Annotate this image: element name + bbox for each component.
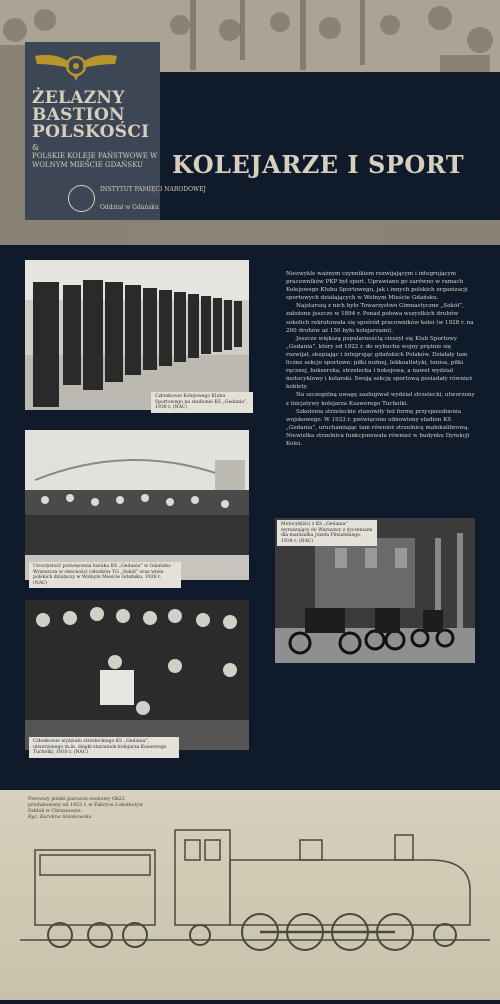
photo-image [25,260,249,410]
photo-club-members [25,260,249,410]
photo-3-caption: Członkowie wydziału strzeleckiego KS „Gedania”, utworzonego m.in. dzięki staraniom kolejarza Ksawerego Tucholki, 1930 r. (NAC) [29,737,179,758]
locomotive-caption-text: Pierwszy polski parowóz osobowy Ok22 produkowany od 1923 r. w Fabryce Lokomotyw Fablok w Chrzanowie. [28,797,144,814]
ampersand: & [32,143,40,152]
institute-name: INSTYTUT PAMIĘCI NARODOWEJ [100,186,206,193]
title-line-1: ŻELAZNY [32,88,125,108]
section-title: KOLEJARZE I SPORT [172,150,465,179]
title-banner [160,72,500,220]
body-text [286,270,476,448]
photo-shooting-section [25,600,249,750]
winged-wheel-icon [33,50,119,82]
photo-image [25,430,249,580]
locomotive-drawing [0,790,500,1000]
paragraph: Szkolenia strzeleckie stanowiły też formę przysposobienia wojskowego. W 1933 r. poświęcono odnowiony stadion KS „Gedania”, uruchamiając tam również strzelnicę małokalibrową. Niewielka strzelnica funkcjonowała również w budynku Dyrekcji Kolei. [286,408,470,447]
branch-name: Oddział w Gdańsku [100,204,159,211]
locomotive-caption [28,797,158,821]
photo-1-caption: Członkowie Kolejowego Klubu Sportowego na stadionie KS „Gedania”, 1938 r. (NAC) [151,392,253,413]
paragraph: Niezwykle ważnym czynnikiem rozwijającym i integrującym pracowników PKP był sport. Uprawiano go zarówno w ramach Kolejowego Klubu Sportowego, jak i innych polskich organizacji sportowych działających w Wolnym Mieście Gdańsku. [286,271,468,302]
photo-image [25,600,249,750]
eagle-seal-icon [68,185,95,212]
main-title [32,90,157,141]
photo-4-caption: Motocykliści z KS „Gedania” wyruszający do Warszawy z życzeniami dla marszałka Józefa Piłsudskiego, 1934 r. (NAC) [277,520,377,546]
photo-2-caption: Uroczystość poświęcenia baraku KS „Gedania” w Gdańsku-Wrzeszczu w obecności członków TG „Sokół” oraz wielu polskich działaczy w Wolnym Mieście Gdańsku, 1926 r. (NAC) [29,562,181,588]
subtitle: POLSKIE KOLEJE PAŃSTWOWE W WOLNYM MIEŚCIE GDAŃSKU [32,152,158,169]
locomotive-illustration [0,790,500,1000]
paragraph: Na szczególną uwagę zasługiwał wydział strzelecki, utworzony z inicjatywy kolejarza Ksawerego Tucholki. [286,392,475,407]
photo-barrack-ceremony [25,430,249,580]
illustration-author: Ryc. Karolina Stankowska [28,815,92,820]
paragraph: Jeszcze większą popularnością cieszył się Klub Sportowy „Gedania”, który od 1922 r. do wybuchu wojny prężnie się rozwijał, skupiając i integrując gdańskich Polaków. Działały tam liczne sekcje sportowe: piłki nożnej, lekkoatletyki, tenisa, piłki ręcznej, bokserska, strzelecka i hokejowa, a nawet wydział motocyklowy i kolarski. Swoją sekcję sportową posiadały również kobiety. [286,335,473,391]
title-line-3: POLSKOŚCI [32,122,150,142]
paragraph: Najstarszą z nich było Towarzystwo Gimnastyczne „Sokół”, założone jeszcze w 1894 r. Ponad połowa wszystkich druhów sokolich rekrutowała się spośród pracowników kolei (w 1928 r. na 200 druhów aż 150 było kolejarzami). [286,303,474,334]
title-line-2: BASTION [32,105,125,125]
